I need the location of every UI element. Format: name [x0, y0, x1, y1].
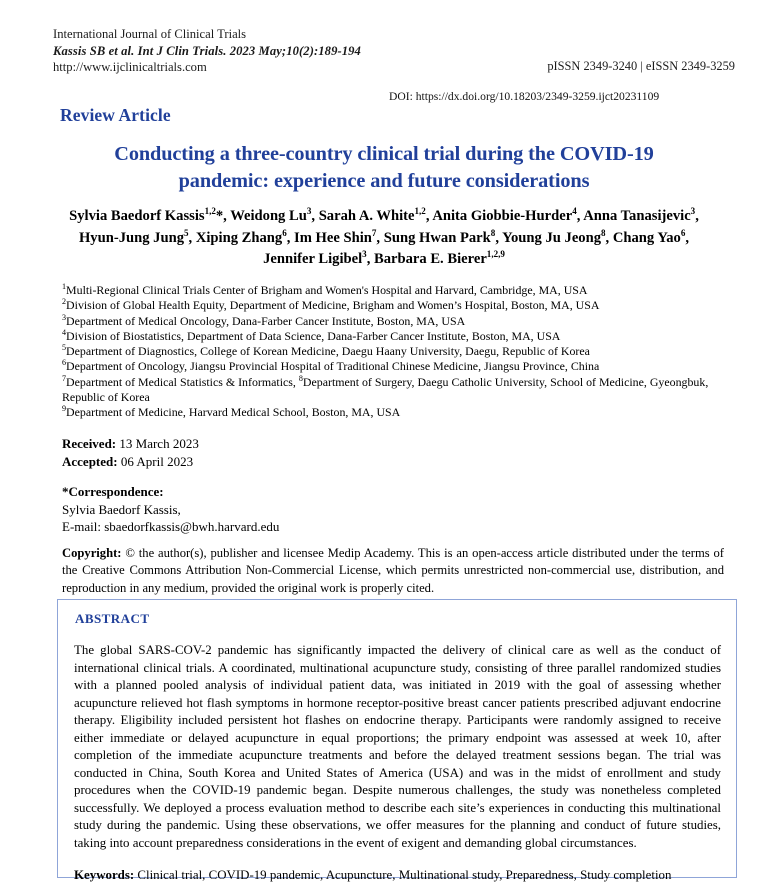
affiliation-list: $^1$Multi-Regional Clinical Trials Center of Brigham and Women's Hospital and Harvard, Cambridge, MA, USA $^2$Division of Global Health Equity, Department of Medicine, Brigham and Women’s Hospital, Boston, MA, USA $^3$Department of Medical Oncology, Dana-Farber Cancer Institute, Boston, MA, USA $^4$Division of Biostatistics, Department of Data Science, Dana-Farber Cancer Institute, Boston, MA, USA $^5$Department of Diagnostics, College of Korean Medicine, Daegu Haany University, Daegu, Republic of Korea $^6$Department of Oncology, Jiangsu Provincial Hospital of Traditional Chinese Medicine, Jiangsu Province, China $^7$Department of Medical Statistics & Informatics, $^8$Department of Surgery, Daegu Catholic University, School of Medicine, Gyeongbuk, Republic of Korea $^9$Department of Medicine, Harvard Medical School, Boston, MA, USA — [62, 282, 709, 420]
abstract-text: The global SARS-COV-2 pandemic has significantly impacted the delivery of clinical care as well as the conduct of international clinical trials. A coordinated, multinational acupuncture study, consisting of three parallel randomized studies with a planned pooled analysis of individual patient data, was initiated in 2019 with the goal of assessing whether acupuncture relieved hot flash symptoms in hormone receptor-positive breast cancer patients prescribed adjuvant endocrine therapy. Eligibility included persistent hot flashes on endocrine therapy. Participants were randomly assigned to receive either immediate or delayed acupuncture in equal proportions; the primary endpoint was assessed at week 10, after completion of the immediate acupuncture treatments and before the delayed treatment sessions began. The trial was conducted in China, South Korea and United States of America (USA) and was in the midst of enrollment and study procedures when the COVID-19 pandemic began. Despite numerous challenges, the study was nonetheless completed successfully. We deployed a process evaluation method to describe each site’s experiences in conducting this multinational study during the pandemic. Using these observations, we offer measures for the planning and conduct of future studies, taking into account preparedness considerations in the event of exigent and demanding global circumstances. — [74, 643, 721, 850]
doi-link[interactable]: DOI: https://dx.doi.org/10.18203/2349-3259.ijct20231109 — [389, 90, 660, 103]
received-line — [62, 435, 199, 453]
issn-line: pISSN 2349-3240 | eISSN 2349-3259 — [547, 59, 735, 73]
accepted-label: Accepted: — [62, 453, 118, 469]
page-title: Conducting a three-country clinical trial during the COVID-19 pandemic: experience and future considerations — [114, 143, 654, 192]
journal-citation: Kassis SB et al. Int J Clin Trials. 2023 May;10(2):189-194 — [53, 43, 361, 58]
correspondence-email[interactable]: E-mail: sbaedorfkassis@bwh.harvard.edu — [62, 519, 280, 534]
accepted-value: 06 April 2023 — [120, 453, 194, 469]
received-label: Received: — [62, 436, 117, 451]
correspondence-heading: *Correspondence: — [62, 484, 164, 499]
abstract-panel — [57, 599, 737, 882]
correspondence-block — [62, 483, 279, 536]
copyright-text: © the author(s), publisher and licensee Medip Academy. This is an open-access article distributed under the terms of the Creative Commons Attribution Non-Commercial License, which permits unrestricted non-commercial use, distribution, and reproduction in any medium, provided the original work is properly cited. — [62, 546, 724, 595]
received-value: 13 March 2023 — [119, 436, 199, 451]
article-type-label: Review Article — [60, 105, 171, 125]
journal-masthead — [53, 26, 735, 76]
keywords-line — [74, 867, 721, 885]
correspondence-name: Sylvia Baedorf Kassis, — [62, 501, 181, 517]
journal-name: International Journal of Clinical Trials — [53, 27, 247, 41]
keywords-label: Keywords: — [74, 868, 135, 882]
journal-url[interactable]: http://www.ijclinicaltrials.com — [53, 60, 207, 74]
abstract-heading: ABSTRACT — [75, 611, 150, 626]
copyright-block — [62, 545, 724, 597]
keywords-value: Clinical trial, COVID-19 pandemic, Acupuncture, Multinational study, Preparedness, Study completion — [137, 868, 672, 882]
submission-dates — [62, 435, 199, 470]
copyright-label: Copyright: — [62, 546, 122, 560]
author-list: Sylvia Baedorf Kassis$^{1,2}$*, Weidong Lu$^3$, Sarah A. White$^{1,2}$, Anita Giobbie-Hurder$^4$, Anna Tanasijevic$^3$, Hyun-Jung Jung$^5$, Xiping Zhang$^6$, Im Hee Shin$^7$, Sung Hwan Park$^8$, Young Ju Jeong$^8$, Chang Yao$^6$, Jennifer Ligibel$^3$, Barbara E. Bierer$^{1,2,9}$ — [69, 206, 699, 267]
accepted-line — [62, 453, 199, 471]
